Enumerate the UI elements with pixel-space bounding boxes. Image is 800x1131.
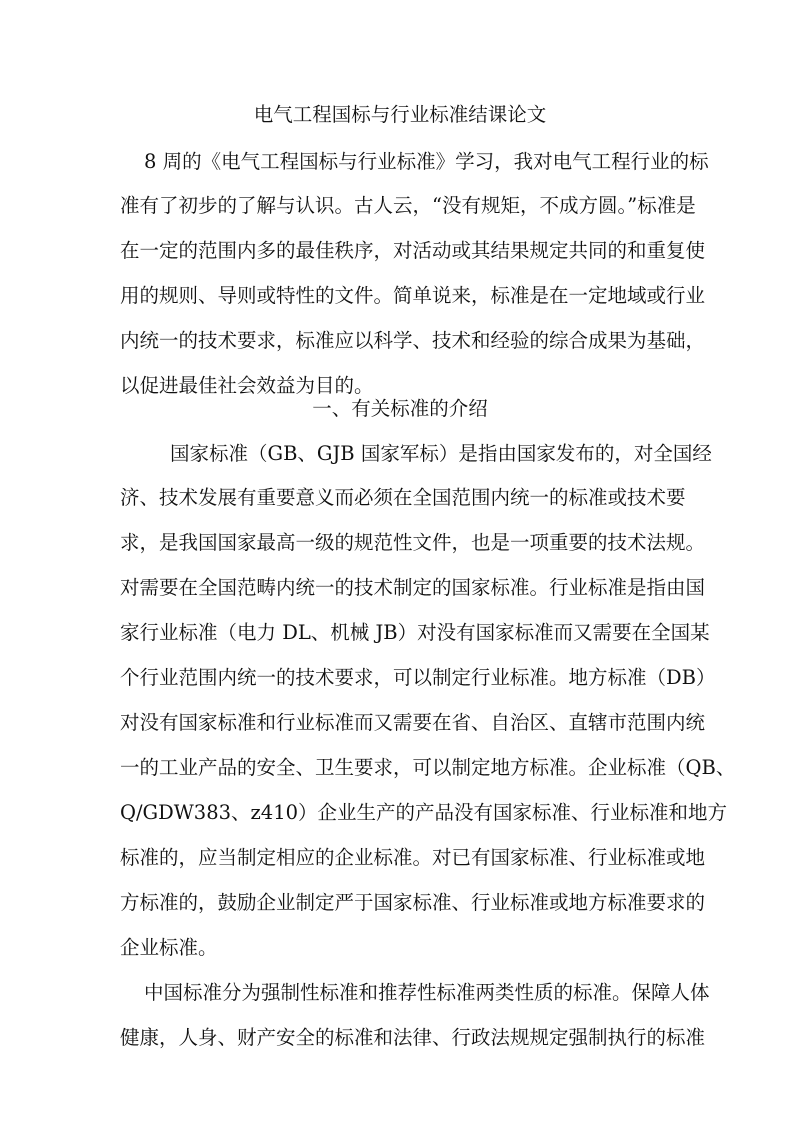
intro-line-3: 在一定的范围内多的最佳秩序，对活动或其结果规定共同的和重复使 xyxy=(120,239,706,262)
section1-line-1: 国家标准（GB、GJB 国家军标）是指由国家发布的，对全国经 xyxy=(170,442,712,465)
intro-line-5: 内统一的技术要求，标准应以科学、技术和经验的综合成果为基础， xyxy=(120,329,706,352)
section2-line-2: 健康，人身、财产安全的标准和法律、行政法规规定强制执行的标准 xyxy=(120,1026,706,1049)
intro-line-1: 8 周的《电气工程国标与行业标准》学习，我对电气工程行业的标 xyxy=(144,150,709,173)
intro-line-6: 以促进最佳社会效益为目的。 xyxy=(120,374,374,397)
section1-line-6: 个行业范围内统一的技术要求，可以制定行业标准。地方标准（DB） xyxy=(120,666,716,689)
section-heading: 一、有关标准的介绍 xyxy=(312,397,488,420)
section1-line-8: 一的工业产品的安全、卫生要求，可以制定地方标准。企业标准（QB、 xyxy=(120,756,736,779)
section1-line-12: 企业标准。 xyxy=(120,936,218,959)
section1-line-3: 求，是我国国家最高一级的规范性文件，也是一项重要的技术法规。 xyxy=(120,531,706,554)
section1-line-4: 对需要在全国范畴内统一的技术制定的国家标准。行业标准是指由国 xyxy=(120,576,706,599)
section1-line-5: 家行业标准（电力 DL、机械 JB）对没有国家标准而又需要在全国某 xyxy=(120,621,710,644)
section1-line-9: Q/GDW383、z410）企业生产的产品没有国家标准、行业标准和地方 xyxy=(120,801,728,824)
section1-line-2: 济、技术发展有重要意义而必须在全国范围内统一的标准或技术要 xyxy=(120,486,686,509)
intro-line-2: 准有了初步的了解与认识。古人云，“没有规矩，不成方圆。”标准是 xyxy=(120,194,696,217)
section1-line-7: 对没有国家标准和行业标准而又需要在省、自治区、直辖市范围内统 xyxy=(120,711,706,734)
intro-line-4: 用的规则、导则或特性的文件。简单说来，标准是在一定地域或行业 xyxy=(120,284,706,307)
document-title: 电气工程国标与行业标准结课论文 xyxy=(253,103,547,126)
section2-line-1: 中国标准分为强制性标准和推荐性标准两类性质的标准。保障人体 xyxy=(144,981,710,1004)
section1-line-10: 标准的，应当制定相应的企业标准。对已有国家标准、行业标准或地 xyxy=(120,846,706,869)
section1-line-11: 方标准的，鼓励企业制定严于国家标准、行业标准或地方标准要求的 xyxy=(120,891,706,914)
